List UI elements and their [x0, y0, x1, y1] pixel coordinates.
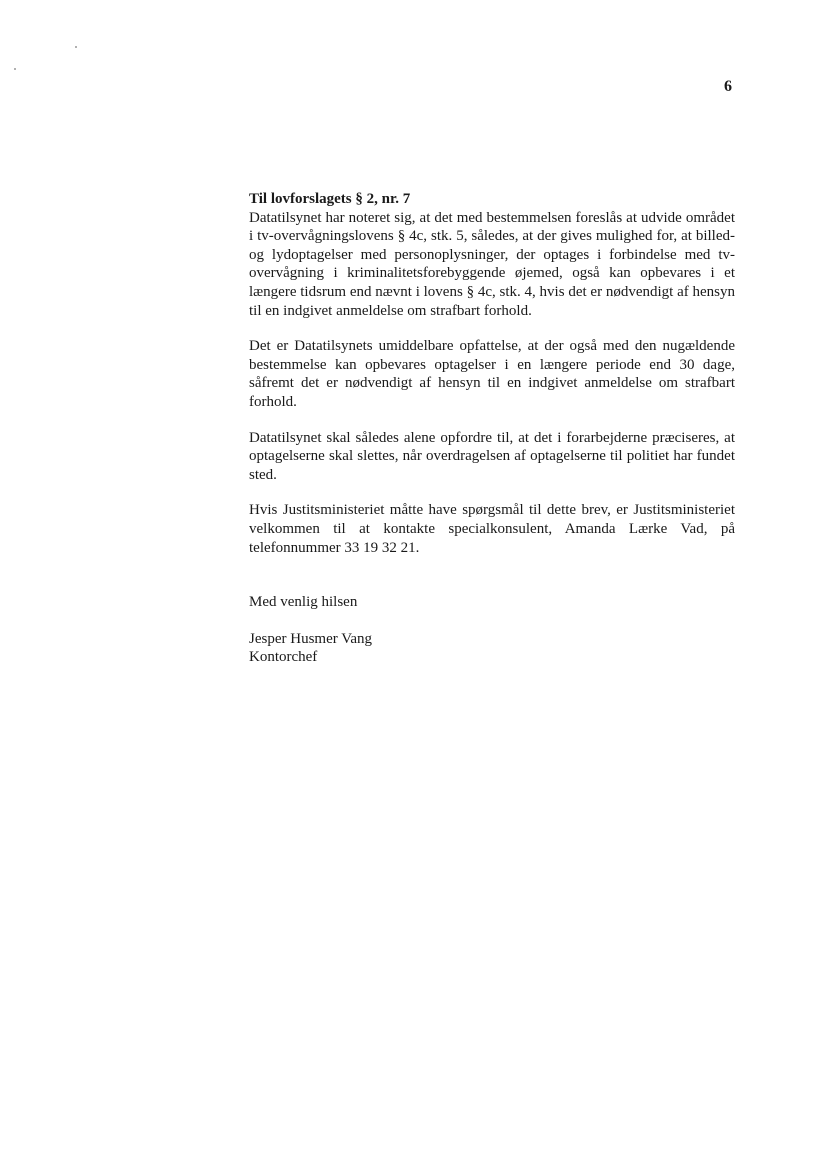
scan-speck — [75, 46, 77, 48]
section-block — [249, 190, 735, 320]
signer-title: Kontorchef — [249, 649, 318, 666]
paragraph-1: Datatilsynet har noteret sig, at det med bestemmelsen foreslås at udvide området i tv-overvågningslovens § 4c, stk. 5, således, at der gives mulighed for, at billed- og lydoptagelser med personoplysninger, der optages i forbindelse med tv-overvågning i kriminalitetsforebyggende øjemed, også kan opbevares i et længere tidsrum end nævnt i lovens § 4c, stk. 4, hvis det er nødvendigt af hensyn til en indgivet anmeldelse om strafbart forhold. — [249, 209, 735, 319]
closing-block — [249, 593, 735, 667]
closing-greeting: Med venlig hilsen — [249, 594, 358, 611]
page-number: 6 — [724, 78, 732, 95]
paragraph-2: Det er Datatilsynets umiddelbare opfattelse, at der også med den nugældende bestemmelse kan opbevares optagelser i en længere periode end 30 dage, såfremt det er nødvendigt af hensyn til en indgivet anmeldelse om strafbart forhold. — [249, 338, 735, 410]
letter-body — [249, 190, 735, 667]
paragraph-3: Datatilsynet skal således alene opfordre til, at det i forarbejderne præciseres, at optagelserne skal slettes, når overdragelsen af optagelserne til politiet har fundet sted. — [249, 429, 735, 483]
scan-speck — [14, 68, 16, 70]
paragraph-4: Hvis Justitsministeriet måtte have spørgsmål til dette brev, er Justitsministeriet velkommen til at kontakte specialkonsulent, Amanda Lærke Vad, på telefonnummer 33 19 32 21. — [249, 502, 735, 556]
section-heading: Til lovforslagets § 2, nr. 7 — [249, 191, 411, 207]
signer-name: Jesper Husmer Vang — [249, 630, 373, 647]
